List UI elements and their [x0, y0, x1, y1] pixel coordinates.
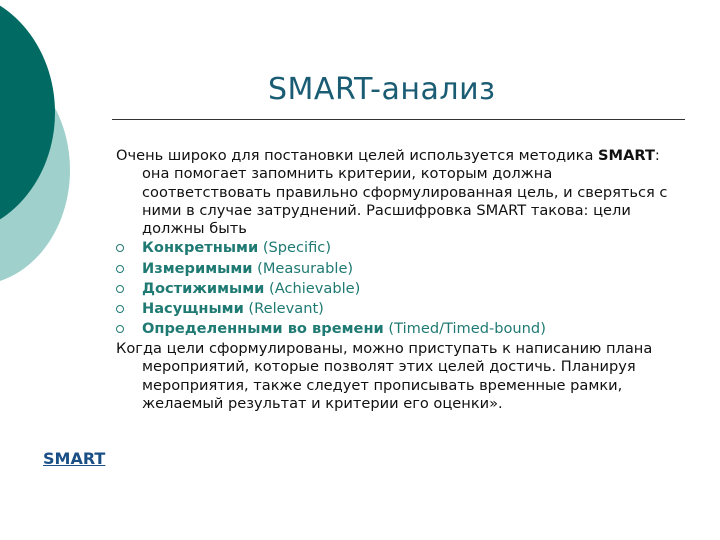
- smart-link[interactable]: SMART: [43, 449, 106, 468]
- criteria-list: [116, 239, 686, 338]
- criterion-english: (Specific): [258, 239, 332, 257]
- slide-title: SMART-анализ: [268, 72, 496, 107]
- title-divider: [112, 119, 685, 120]
- criterion-term: Определенными во времени: [142, 319, 384, 337]
- criterion-term: Измеримыми: [142, 259, 253, 277]
- bullet-circle-icon: [116, 285, 124, 293]
- intro-paragraph: [116, 147, 686, 238]
- list-item: [116, 260, 686, 278]
- slide-body: [116, 147, 686, 413]
- conclusion-paragraph: Когда цели сформулированы, можно приступать к написанию плана мероприятий, которые позволят этих целей достичь. Планируя мероприятия, также следует прописывать временные рамки, желаемый результат и критерии его оценки».: [116, 339, 653, 412]
- criterion-term: Насущными: [142, 299, 244, 317]
- criterion-term: Конкретными: [142, 239, 259, 257]
- criterion-term: Достижимыми: [142, 279, 265, 297]
- list-item: [116, 239, 686, 257]
- bullet-circle-icon: [116, 265, 124, 273]
- criterion-english: (Timed/Timed-bound): [383, 319, 546, 337]
- intro-rest: : она помогает запомнить критерии, которым должна соответствовать правильно сформулированная цель, и сверяться с ними в случае затруднений. Расшифровка SMART такова: цели должны быть: [142, 147, 668, 238]
- criterion-english: (Measurable): [252, 259, 354, 277]
- criterion-english: (Achievable): [264, 279, 361, 297]
- list-item: [116, 320, 686, 338]
- intro-smart-bold: SMART: [598, 147, 655, 164]
- list-item: [116, 280, 686, 298]
- bullet-circle-icon: [116, 244, 124, 252]
- intro-prefix: Очень широко для постановки целей используется методика: [116, 147, 599, 164]
- criterion-english: (Relevant): [243, 299, 324, 317]
- bullet-circle-icon: [116, 305, 124, 313]
- bullet-circle-icon: [116, 325, 124, 333]
- list-item: [116, 300, 686, 318]
